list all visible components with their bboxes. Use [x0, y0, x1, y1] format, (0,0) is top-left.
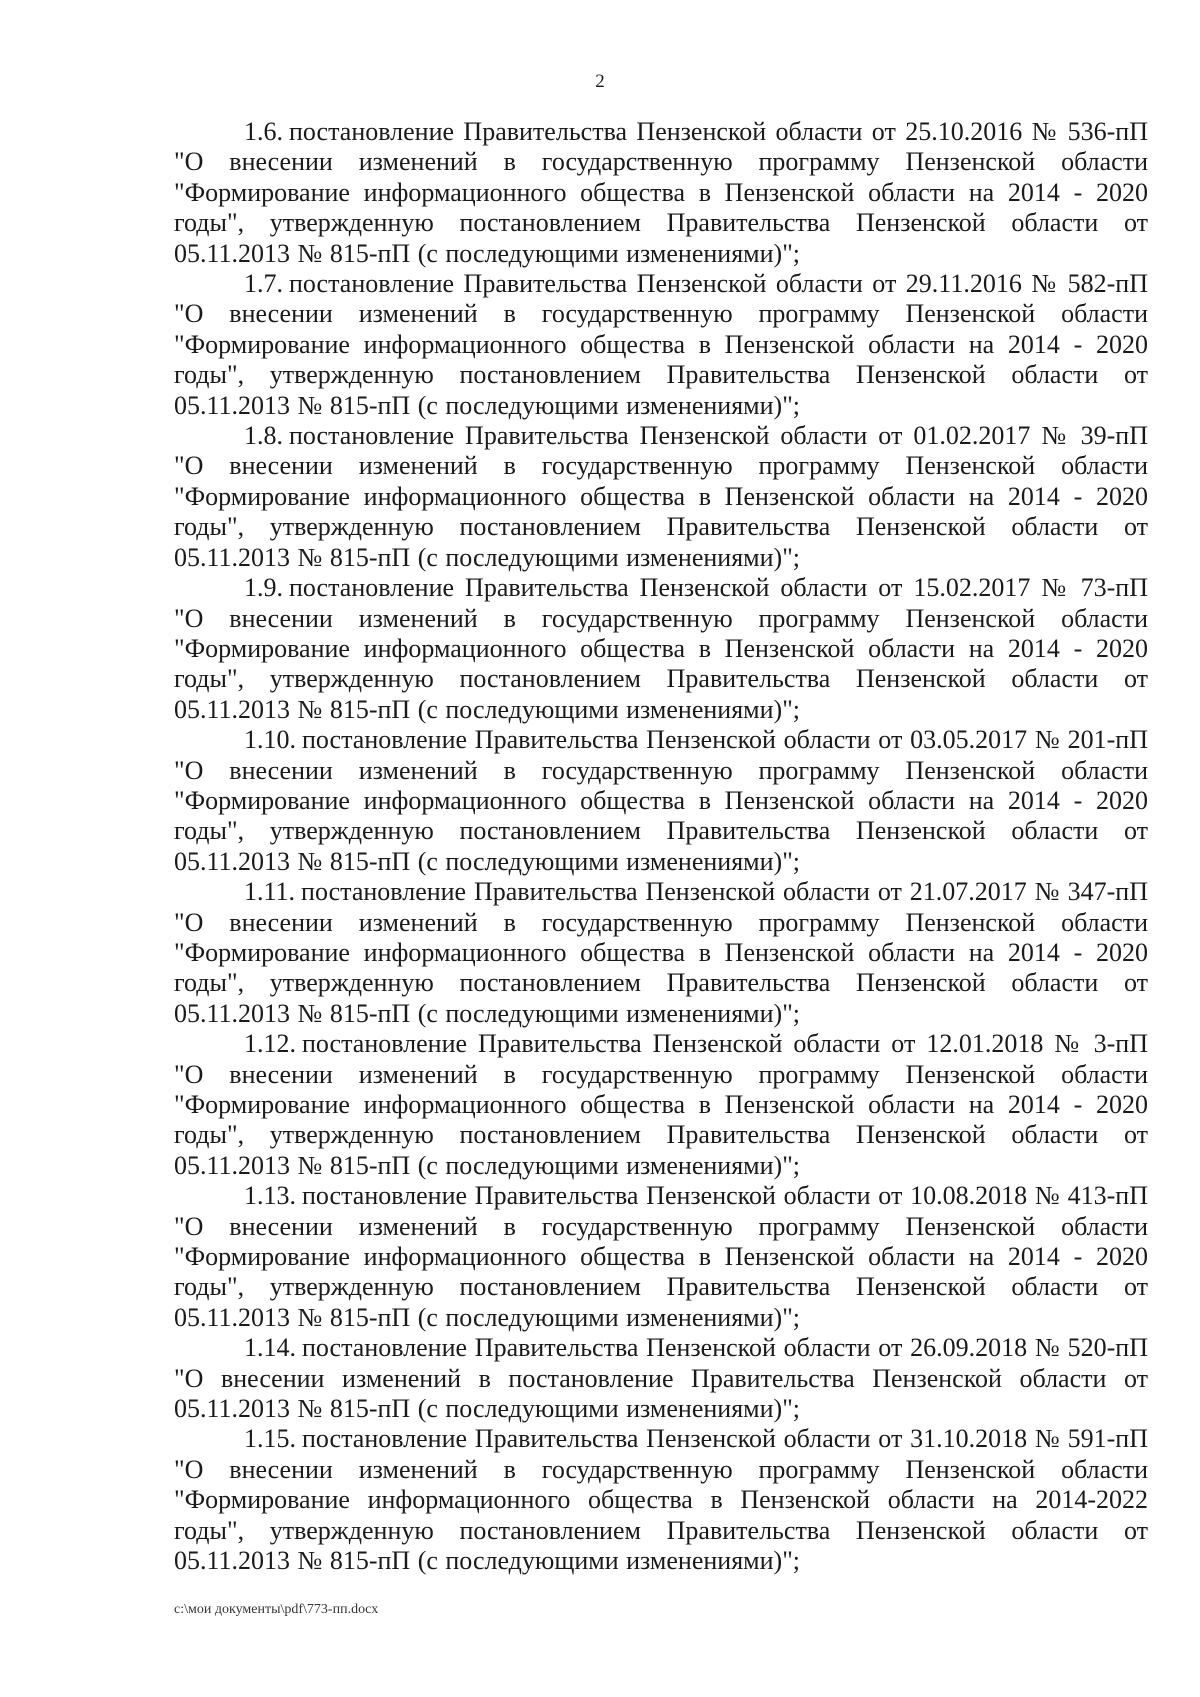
list-item	[174, 1424, 1148, 1576]
item-text: постановление Правительства Пензенской области от 25.10.2016 № 536-пП "О внесении изменений в государственную программу Пензенской области "Формирование информационного общества в Пензенской области на 2014 - 2020 годы", утвержденную постановлением Правительства Пензенской области от 05.11.2013 № 815-пП (с последующими изменениями)";	[174, 117, 1148, 268]
item-number: 1.8.	[244, 421, 283, 451]
file-path-footer: c:\мои документы\pdf\773-пп.docx	[174, 1602, 379, 1617]
item-number: 1.15.	[244, 1424, 296, 1454]
item-text: постановление Правительства Пензенской области от 15.02.2017 № 73-пП "О внесении изменений в государственную программу Пензенской области "Формирование информационного общества в Пензенской области на 2014 - 2020 годы", утвержденную постановлением Правительства Пензенской области от 05.11.2013 № 815-пП (с последующими изменениями)";	[174, 573, 1148, 724]
page-number: 2	[595, 71, 605, 92]
list-item	[174, 1333, 1148, 1424]
item-number: 1.11.	[244, 877, 296, 907]
item-text: постановление Правительства Пензенской области от 01.02.2017 № 39-пП "О внесении изменений в государственную программу Пензенской области "Формирование информационного общества в Пензенской области на 2014 - 2020 годы", утвержденную постановлением Правительства Пензенской области от 05.11.2013 № 815-пП (с последующими изменениями)";	[174, 421, 1148, 572]
item-number: 1.7.	[244, 269, 283, 299]
item-number: 1.13.	[244, 1181, 296, 1211]
list-item	[174, 1181, 1148, 1333]
list-item	[174, 117, 1148, 269]
item-text: постановление Правительства Пензенской области от 26.09.2018 № 520-пП "О внесении изменений в постановление Правительства Пензенской области от 05.11.2013 № 815-пП (с последующими изменениями)";	[174, 1333, 1148, 1424]
list-item	[174, 269, 1148, 421]
item-number: 1.14.	[244, 1333, 296, 1363]
item-text: постановление Правительства Пензенской области от 31.10.2018 № 591-пП "О внесении изменений в государственную программу Пензенской области "Формирование информационного общества в Пензенской области на 2014-2022 годы", утвержденную постановлением Правительства Пензенской области от 05.11.2013 № 815-пП (с последующими изменениями)";	[174, 1424, 1148, 1576]
item-text: постановление Правительства Пензенской области от 03.05.2017 № 201-пП "О внесении изменений в государственную программу Пензенской области "Формирование информационного общества в Пензенской области на 2014 - 2020 годы", утвержденную постановлением Правительства Пензенской области от 05.11.2013 № 815-пП (с последующими изменениями)";	[174, 725, 1148, 876]
item-text: постановление Правительства Пензенской области от 29.11.2016 № 582-пП "О внесении изменений в государственную программу Пензенской области "Формирование информационного общества в Пензенской области на 2014 - 2020 годы", утвержденную постановлением Правительства Пензенской области от 05.11.2013 № 815-пП (с последующими изменениями)";	[174, 269, 1148, 420]
item-number: 1.12.	[244, 1029, 296, 1059]
item-text: постановление Правительства Пензенской области от 12.01.2018 № 3-пП "О внесении изменений в государственную программу Пензенской области "Формирование информационного общества в Пензенской области на 2014 - 2020 годы", утвержденную постановлением Правительства Пензенской области от 05.11.2013 № 815-пП (с последующими изменениями)";	[174, 1029, 1148, 1180]
list-item	[174, 877, 1148, 1029]
item-text: постановление Правительства Пензенской области от 21.07.2017 № 347-пП "О внесении изменений в государственную программу Пензенской области "Формирование информационного общества в Пензенской области на 2014 - 2020 годы", утвержденную постановлением Правительства Пензенской области от 05.11.2013 № 815-пП (с последующими изменениями)";	[174, 877, 1148, 1028]
list-item	[174, 421, 1148, 573]
list-item	[174, 1029, 1148, 1181]
item-text: постановление Правительства Пензенской области от 10.08.2018 № 413-пП "О внесении изменений в государственную программу Пензенской области "Формирование информационного общества в Пензенской области на 2014 - 2020 годы", утвержденную постановлением Правительства Пензенской области от 05.11.2013 № 815-пП (с последующими изменениями)";	[174, 1181, 1148, 1332]
item-number: 1.10.	[244, 725, 296, 755]
list-item	[174, 725, 1148, 877]
item-number: 1.9.	[244, 573, 283, 603]
list-item	[174, 573, 1148, 725]
item-number: 1.6.	[244, 117, 283, 146]
document-body	[174, 117, 1148, 1577]
